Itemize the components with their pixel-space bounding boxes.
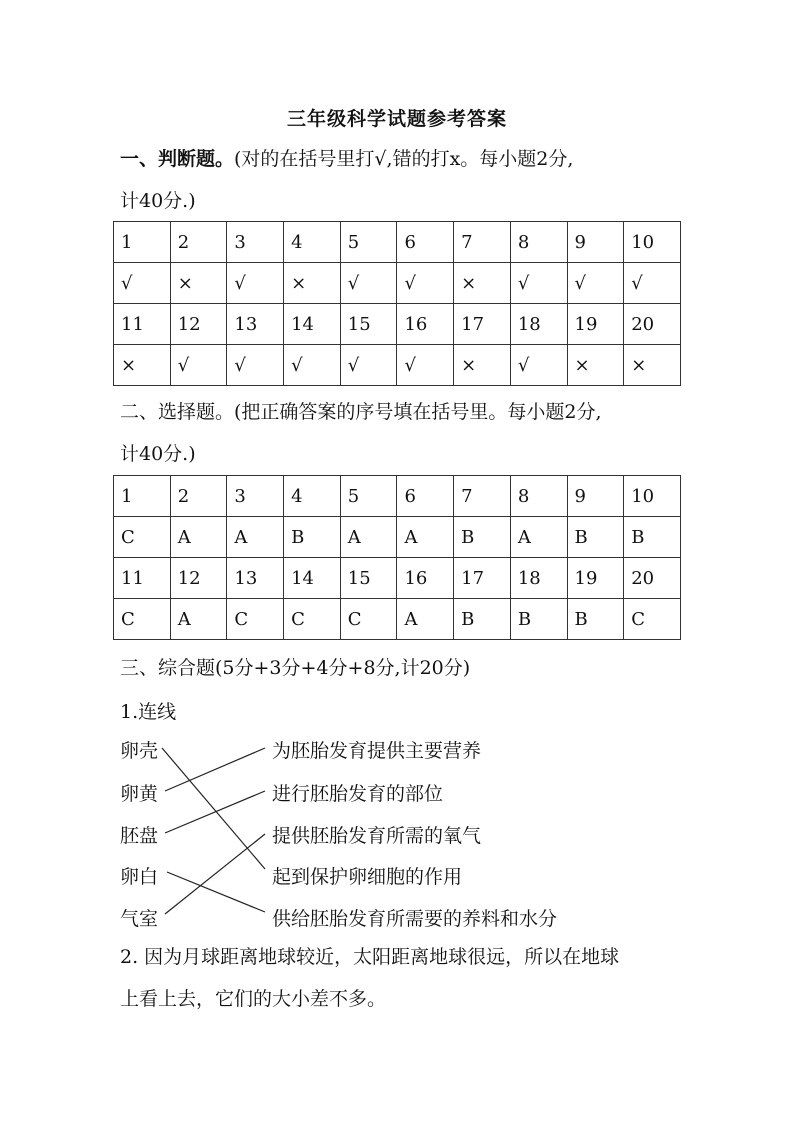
- match-left-item: 卵白: [120, 866, 159, 888]
- match-line: [165, 834, 265, 914]
- table-cell: 10: [624, 476, 681, 517]
- table-cell: 12: [170, 558, 227, 599]
- match-line: [162, 748, 265, 869]
- table-cell: √: [340, 345, 397, 386]
- table-cell: 16: [397, 304, 454, 345]
- table-cell: B: [454, 517, 511, 558]
- table-cell: 7: [454, 222, 511, 263]
- table-cell: 2: [170, 222, 227, 263]
- table-cell: √: [397, 345, 454, 386]
- table-cell: C: [114, 599, 171, 640]
- table-cell: 7: [454, 476, 511, 517]
- table-cell: 3: [227, 476, 284, 517]
- table-cell: 11: [114, 304, 171, 345]
- match-right-item: 进行胚胎发育的部位: [272, 783, 444, 805]
- question2-line1: 2. 因为月球距离地球较近，太阳距离地球很远，所以在地球: [120, 946, 620, 968]
- section1-title: 一、判断题。: [120, 148, 235, 170]
- table-cell: 19: [567, 558, 624, 599]
- table-cell: ×: [567, 345, 624, 386]
- table-cell: 4: [284, 222, 341, 263]
- table-cell: C: [624, 599, 681, 640]
- section1-instruction-cont: 计40分.): [120, 190, 196, 212]
- section2-instruction-cont: 计40分.): [120, 443, 196, 465]
- table-cell: 18: [510, 558, 567, 599]
- table-cell: B: [567, 599, 624, 640]
- table-cell: ×: [170, 263, 227, 304]
- table-cell: B: [510, 599, 567, 640]
- section2-title: 二、选择题。: [120, 401, 235, 423]
- table-cell: 9: [567, 222, 624, 263]
- table-cell: 4: [284, 476, 341, 517]
- table-cell: √: [624, 263, 681, 304]
- match-right-item: 为胚胎发育提供主要营养: [272, 740, 482, 762]
- match-left-item: 卵壳: [120, 740, 159, 762]
- table-cell: 19: [567, 304, 624, 345]
- table-cell: A: [227, 517, 284, 558]
- table-cell: 20: [624, 558, 681, 599]
- table-cell: 1: [114, 476, 171, 517]
- question2-answer: [120, 936, 680, 1020]
- table-cell: ×: [454, 345, 511, 386]
- match-right-item: 供给胚胎发育所需要的养料和水分: [272, 908, 558, 930]
- table-cell: C: [284, 599, 341, 640]
- table-cell: 6: [397, 476, 454, 517]
- table-cell: A: [340, 517, 397, 558]
- page-title: 三年级科学试题参考答案: [286, 108, 507, 130]
- table-cell: √: [567, 263, 624, 304]
- table-cell: A: [397, 599, 454, 640]
- table-cell: 9: [567, 476, 624, 517]
- match-left-item: 气室: [120, 908, 159, 930]
- table-cell: 17: [454, 558, 511, 599]
- table-cell: B: [454, 599, 511, 640]
- table-cell: C: [114, 517, 171, 558]
- table-cell: C: [340, 599, 397, 640]
- table-cell: 17: [454, 304, 511, 345]
- table-cell: 15: [340, 558, 397, 599]
- table-cell: 8: [510, 476, 567, 517]
- match-line: [167, 872, 265, 912]
- table-cell: √: [284, 345, 341, 386]
- table-cell: 10: [624, 222, 681, 263]
- section2-instruction: (把正确答案的序号填在括号里。每小题2分,: [234, 401, 602, 423]
- table-cell: ×: [284, 263, 341, 304]
- table-cell: 18: [510, 304, 567, 345]
- table-cell: B: [284, 517, 341, 558]
- table-cell: A: [170, 599, 227, 640]
- table-cell: 5: [340, 222, 397, 263]
- table-cell: B: [624, 517, 681, 558]
- table-cell: 11: [114, 558, 171, 599]
- section3-title: 三、综合题(5分+3分+4分+8分,计20分): [120, 657, 471, 679]
- match-left-item: 胚盘: [120, 825, 159, 847]
- table-cell: ×: [624, 345, 681, 386]
- question2-line2: 上看上去，它们的大小差不多。: [120, 988, 387, 1010]
- table-cell: 8: [510, 222, 567, 263]
- table-cell: √: [510, 263, 567, 304]
- table-cell: 5: [340, 476, 397, 517]
- table-cell: √: [227, 345, 284, 386]
- table-cell: ×: [114, 345, 171, 386]
- match-right-item: 起到保护卵细胞的作用: [272, 866, 463, 888]
- section1-instruction: (对的在括号里打√,错的打x。每小题2分,: [234, 148, 574, 170]
- table-cell: C: [227, 599, 284, 640]
- table-cell: 13: [227, 304, 284, 345]
- match-line: [165, 791, 265, 833]
- match-left-item: 卵黄: [120, 783, 159, 805]
- table-cell: √: [510, 345, 567, 386]
- table-cell: 1: [114, 222, 171, 263]
- table-cell: 12: [170, 304, 227, 345]
- table-cell: 14: [284, 304, 341, 345]
- question1-label: 1.连线: [120, 701, 177, 723]
- table-cell: 2: [170, 476, 227, 517]
- table-cell: 3: [227, 222, 284, 263]
- table-cell: B: [567, 517, 624, 558]
- table-cell: 14: [284, 558, 341, 599]
- table-cell: √: [170, 345, 227, 386]
- table-cell: √: [227, 263, 284, 304]
- table-cell: √: [397, 263, 454, 304]
- table-cell: 20: [624, 304, 681, 345]
- table-cell: A: [397, 517, 454, 558]
- table-cell: 16: [397, 558, 454, 599]
- table-cell: A: [170, 517, 227, 558]
- table-cell: 13: [227, 558, 284, 599]
- match-right-item: 提供胚胎发育所需的氧气: [272, 825, 482, 847]
- table-cell: 15: [340, 304, 397, 345]
- table-cell: A: [510, 517, 567, 558]
- table-cell: √: [114, 263, 171, 304]
- table-cell: ×: [454, 263, 511, 304]
- table-cell: 6: [397, 222, 454, 263]
- table-cell: √: [340, 263, 397, 304]
